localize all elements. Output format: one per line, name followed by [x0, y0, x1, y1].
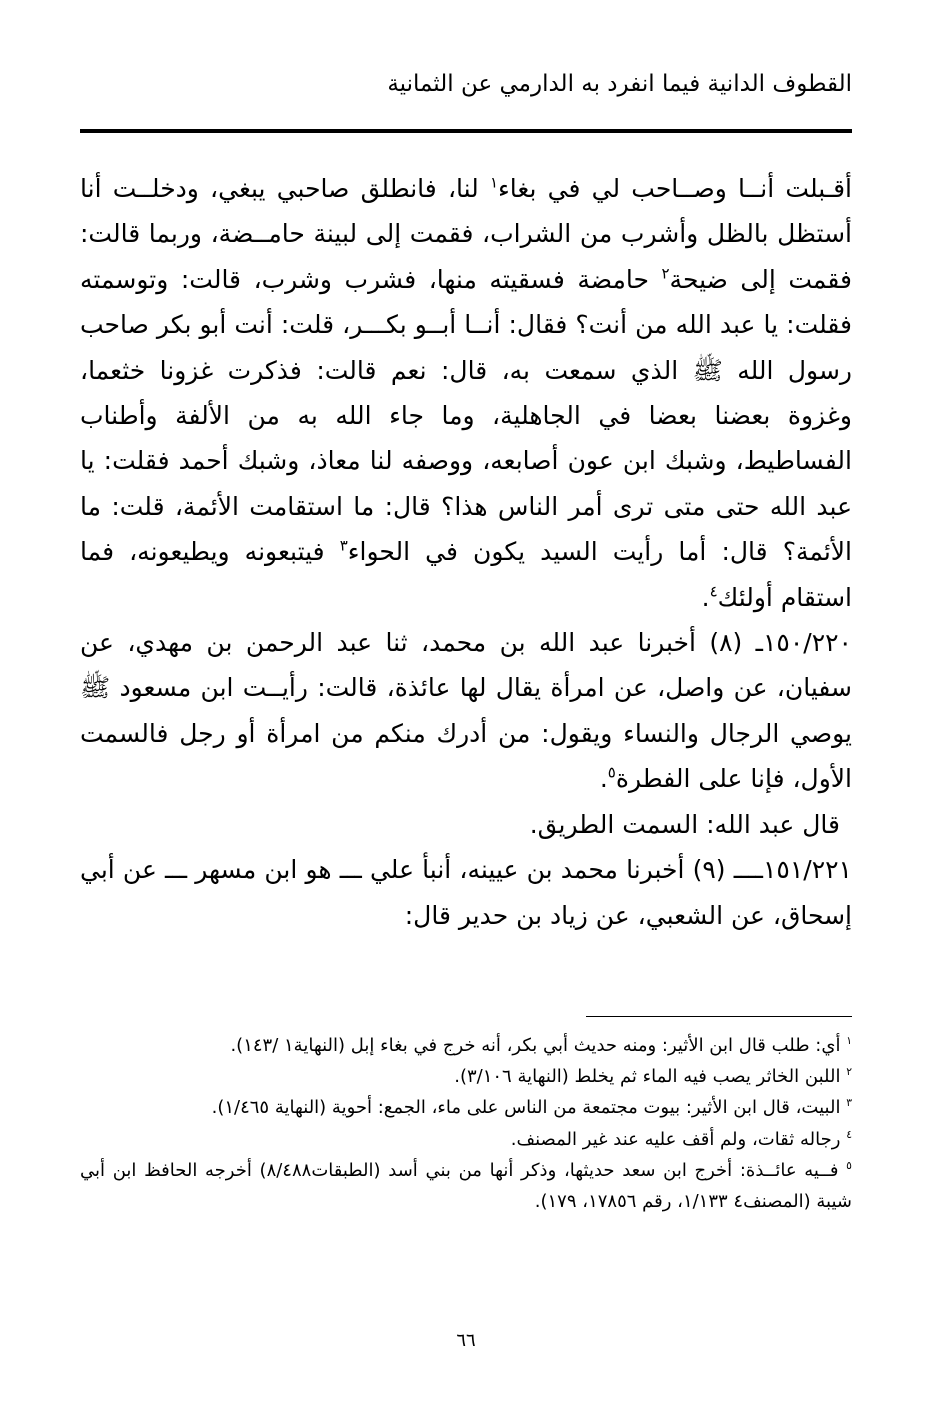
paragraph-1-part-c: حامضة فسقيته منها، فشرب وشرب، قالت: وتوسمته فقلت: يا عبد الله من أنت؟ فقال: أنــا أبــو بكـــر، قلت: أنت أبو بكر صاحب رسول الله ﷺ الذي سمعت به، قال: نعم قالت: فذكرت غزونا خثعما، وغزوة بعضنا بعضا في الجاهلية، وما جاء الله به من الألفة وأطناب الفساطيط، وشبك ابن عون أصابعه، ووصفه لنا معاذ، وشبك أحمد فقلت: يا عبد الله حتى متى ترى أمر الناس هذا؟ قال: ما استقامت الأئمة، قلت: ما الأئمة؟ قال: أما رأيت السيد يكون في الحواء	[80, 264, 852, 567]
footnote-marker-3: ٣	[846, 1096, 852, 1110]
footnote-ref-3: ٣	[339, 536, 348, 555]
paragraph-1-part-d: فيتبعونه ويطيعونه، فما استقام أولئك	[80, 537, 852, 612]
paragraph-1-part-a: أقـبلت أنــا وصــاحب لي في بغاء	[498, 174, 852, 203]
footnote-3-text: البيت، قال ابن الأثير: بيوت مجتمعة من الناس على ماء، الجمع: أحوية (النهاية ١/٤٦٥).	[211, 1097, 847, 1119]
footnote-ref-5: ٥	[607, 763, 616, 782]
paragraph-4: ١٥١/٢٢١ــــ (٩) أخبرنا محمد بن عيينه، أنبأ علي ـــ هو ابن مسهر ـــ عن أبي إسحاق، عن الشعبي، عن زياد بن حدير قال:	[80, 855, 852, 930]
paragraph-1-part-b: لنا، فانطلق صاحبي يبغي، ودخلــت أنا أستظل بالظل وأشرب من الشراب، فقمت إلى لبينة حامــضة، وربما قالت: فقمت إلى ضيحة	[80, 174, 852, 294]
footnote-1	[80, 1030, 852, 1061]
footnote-2-text: اللبن الخاثر يصب فيه الماء ثم يخلط (النهاية ٣/١٠٦).	[454, 1066, 847, 1088]
footnote-marker-1: ١	[846, 1034, 852, 1047]
footnote-ref-2: ٢	[661, 264, 670, 283]
paragraph-2-part-a: ١٥٠/٢٢٠ـ (٨) أخبرنا عبد الله بن محمد، ثنا عبد الرحمن بن مهدي، عن سفيان، عن واصل، عن امرأة يقال لها عائذة، قالت: رأيــت ابن مسعود ﷺ يوصي الرجال والنساء ويقول: من أدرك منكم من امرأة أو رجل فالسمت الأول، فإنا على الفطرة	[80, 628, 852, 794]
page-number: ٦٦	[456, 1330, 476, 1351]
footnote-4	[80, 1124, 852, 1155]
footnotes	[80, 1030, 852, 1217]
book-page	[80, 0, 852, 1409]
running-header: القطوف الدانية فيما انفرد به الدارمي عن الثمانية	[387, 71, 852, 97]
footnote-1-text: أي: طلب قال ابن الأثير: ومنه حديث أبي بكر، أنه خرج في بغاء إبل (النهاية١ /١٤٣).	[230, 1035, 847, 1056]
footnote-marker-4: ٤	[846, 1127, 852, 1141]
paragraph-3: قال عبد الله: السمت الطريق.	[529, 809, 840, 839]
footnote-ref-4: ٤	[709, 582, 718, 601]
main-text	[80, 166, 852, 938]
footnote-5-text: فــيه عائــذة: أخرج ابن سعد حديثها، وذكر أنها من بني أسد (الطبقات٨/٤٨٨) أخرجه الحافظ ابن أبي شيبة (المصنف٤ ١/١٣٣، رقم ١٧٨٥٦، ١٧٩).	[80, 1159, 852, 1213]
footnote-marker-5: ٥	[846, 1158, 852, 1172]
paragraph-2	[80, 620, 852, 802]
footnote-2	[80, 1061, 852, 1092]
footnote-rule	[586, 1016, 852, 1017]
footnote-ref-1: ١	[489, 173, 499, 192]
header-rule	[80, 129, 852, 133]
footnote-5	[80, 1155, 852, 1217]
paragraph-2-part-b: .	[599, 764, 608, 794]
footnote-marker-2: ٢	[846, 1065, 852, 1079]
footnote-3	[80, 1092, 852, 1123]
paragraph-1	[80, 166, 852, 620]
paragraph-1-part-e: .	[701, 582, 710, 612]
footnote-4-text: رجاله ثقات، ولم أقف عليه عند غير المصنف.	[510, 1128, 847, 1150]
